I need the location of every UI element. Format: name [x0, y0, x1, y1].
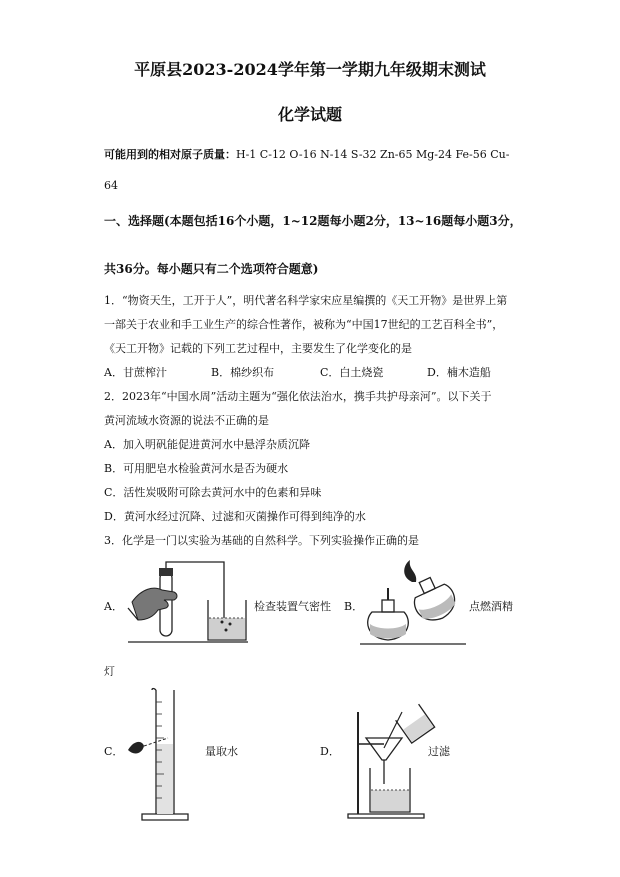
atomic-mass-values: H-1 C-12 O-16 N-14 S-32 Zn-65 Mg-24 Fe-56 Cu-	[236, 148, 510, 161]
atomic-mass-line	[104, 148, 509, 162]
q1-option-c: C．白土烧瓷	[320, 366, 384, 379]
q3-option-b-caption-wrap: 灯	[104, 665, 115, 678]
q1-line1: 1．“物资天生，工开于人”，明代著名科学家宋应星编撰的《天工开物》是世界上第	[104, 294, 508, 307]
airtightness-check-diagram	[128, 558, 248, 644]
alcohol-lamp-diagram	[360, 560, 466, 646]
q3-option-a-caption: 检查装置气密性	[254, 600, 331, 613]
filtration-diagram	[344, 704, 434, 820]
q1-option-a: A．甘蔗榨汁	[104, 366, 167, 379]
q3-option-a-letter: A．	[104, 600, 123, 613]
q3-option-d-caption: 过滤	[428, 745, 450, 758]
q1-line2: 一部关于农业和手工业生产的综合性著作，被称为“中国17世纪的工艺百科全书”，	[104, 318, 504, 331]
q2-option-b: B．可用肥皂水检验黄河水是否为硬水	[104, 462, 289, 475]
exam-title: 平原县2023-2024学年第一学期九年级期末测试	[134, 60, 486, 79]
q1-line3: 《天工开物》记载的下列工艺过程中，主要发生了化学变化的是	[104, 342, 412, 355]
section1-line2: 共36分。每小题只有二个选项符合题意)	[104, 262, 319, 276]
q1-option-b: B．棉纱织布	[211, 366, 275, 379]
graduated-cylinder-diagram	[126, 688, 196, 828]
q2-line2: 黄河流域水资源的说法不正确的是	[104, 414, 269, 427]
q3-option-b-caption: 点燃酒精	[469, 600, 513, 613]
atomic-mass-label: 可能用到的相对原子质量：	[104, 148, 236, 161]
q2-option-a: A．加入明矾能促进黄河水中悬浮杂质沉降	[104, 438, 310, 451]
q2-line1: 2．2023年“中国水周”活动主题为“强化依法治水，携手共护母亲河”。以下关于	[104, 390, 492, 403]
q3-option-c-letter: C．	[104, 745, 124, 758]
section1-line1: 一、选择题(本题包括16个小题，1~12题每小题2分，13~16题每小题3分，	[104, 214, 522, 228]
exam-subtitle: 化学试题	[277, 105, 342, 124]
q3-option-b-letter: B．	[344, 600, 364, 613]
q3-stem: 3．化学是一门以实验为基础的自然科学。下列实验操作正确的是	[104, 534, 419, 547]
q1-option-d: D．楠木造船	[427, 366, 491, 379]
q2-option-c: C．活性炭吸附可除去黄河水中的色素和异味	[104, 486, 322, 499]
q3-option-d-letter: D．	[320, 745, 340, 758]
q3-option-c-caption: 量取水	[205, 745, 238, 758]
atomic-mass-continuation: 64	[104, 179, 118, 192]
q2-option-d: D．黄河水经过沉降、过滤和灭菌操作可得到纯净的水	[104, 510, 366, 523]
